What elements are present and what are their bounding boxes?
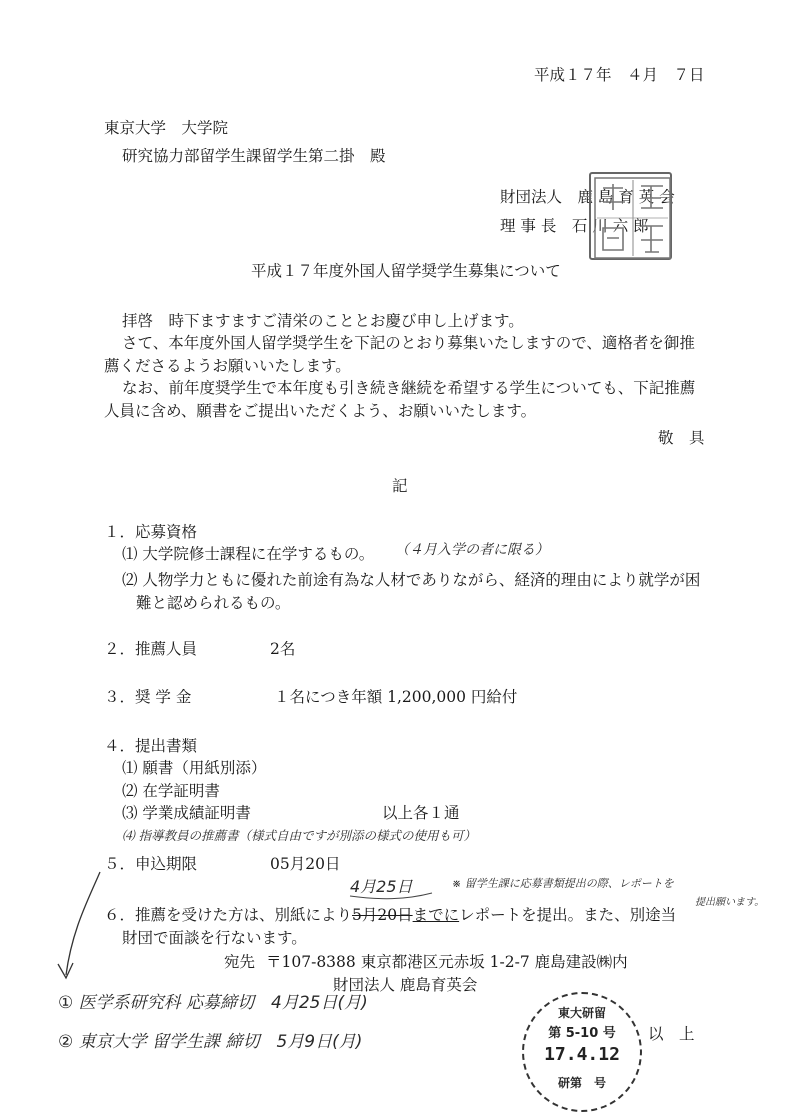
- sender-chairman: 理 事 長 石 川 六 郎: [500, 217, 649, 235]
- renewal-paragraph-line2: 人員に含め、願書をご提出いただくよう、お願いいたします。: [104, 402, 537, 420]
- receipt-stamp: [522, 992, 642, 1112]
- section-6-until: までに: [412, 906, 460, 924]
- section-5-title: ５．申込期限: [104, 855, 198, 873]
- address-label: 宛先: [224, 953, 256, 971]
- sender-organization: 財団法人 鹿 島 育 英 会: [500, 188, 675, 206]
- greeting-paragraph: 拝啓 時下ますますご清栄のこととお慶び申し上げます。: [122, 312, 524, 330]
- address-line2: 財団法人 鹿島育英会: [333, 976, 478, 994]
- section-6-handwritten-date: 4月25日: [350, 877, 413, 896]
- section-1-handwritten-note: （４月入学の者に限る）: [395, 542, 549, 558]
- section-4-item-1: ⑴ 願書（用紙別添）: [122, 759, 267, 777]
- section-6-line2: 財団で面談を行ないます。: [122, 929, 307, 947]
- address-line1: 〒107-8388 東京都港区元赤坂 1-2-7 鹿島建設㈱内: [266, 953, 628, 971]
- section-2-value: 2名: [270, 640, 296, 658]
- section-6-struck-date: 5月20日: [352, 906, 413, 924]
- ki-heading: 記: [392, 477, 408, 495]
- section-5-value: 05月20日: [270, 855, 341, 873]
- request-paragraph-line1: さて、本年度外国人留学奨学生を下記のとおり募集いたしますので、適格者を御推: [122, 334, 695, 352]
- stamp-bottom-text: 研第 号: [557, 1076, 606, 1090]
- section-4-item-3-right: 以上各１通: [382, 804, 460, 822]
- section-4-handwritten-item-4: ⑷ 指導教員の推薦書（様式自由ですが別添の様式の使用も可）: [122, 828, 476, 843]
- document-date: 平成１７年 ４月 ７日: [534, 66, 705, 84]
- handwritten-deadline-2: ② 東京大学 留学生課 締切 5月9日(月): [58, 1032, 363, 1052]
- section-3-value: １名につき年額 1,200,000 円給付: [274, 688, 518, 706]
- section-1-title: １．応募資格: [104, 523, 198, 541]
- section-4-title: ４．提出書類: [104, 737, 198, 755]
- section-1-item-2-line2: 難と認められるもの。: [136, 594, 291, 612]
- request-paragraph-line2: 薦くださるようお願いいたします。: [104, 357, 351, 375]
- section-2-title: ２．推薦人員: [104, 640, 198, 658]
- handwritten-deadline-1: ① 医学系研究科 応募締切 4月25日(月): [58, 993, 368, 1013]
- stamp-date: 17.4.12: [544, 1044, 620, 1065]
- section-6-text-a: ６．推薦を受けた方は、別紙により: [104, 906, 353, 924]
- closing-keigu: 敬 具: [658, 429, 705, 447]
- addressee-university: 東京大学 大学院: [104, 119, 229, 137]
- section-6-text-b: レポートを提出。また、別途当: [459, 906, 677, 924]
- section-4-item-2: ⑵ 在学証明書: [122, 782, 220, 800]
- section-3-title: ３．奨 学 金: [104, 688, 192, 706]
- stamp-top-text: 東大研留: [557, 1006, 606, 1020]
- renewal-paragraph-line1: なお、前年度奨学生で本年度も引き続き継続を希望する学生についても、下記推薦: [122, 379, 696, 397]
- stamp-number: 第 5-10 号: [548, 1026, 616, 1041]
- addressee-department: 研究協力部留学生課留学生第二掛 殿: [122, 147, 386, 165]
- section-1-item-2-line1: ⑵ 人物学力ともに優れた前途有為な人材でありながら、経済的理由により就学が困: [122, 571, 701, 589]
- section-6-handwritten-note-2: 提出願います。: [695, 897, 765, 908]
- section-1-item-1: ⑴ 大学院修士課程に在学するもの。: [122, 545, 375, 563]
- subject-title: 平成１７年度外国人留学奨学生募集について: [251, 262, 561, 280]
- ijo-closing: 以 上: [648, 1025, 695, 1043]
- section-4-item-3: ⑶ 学業成績証明書: [122, 804, 251, 822]
- section-6-handwritten-note: ※ 留学生課に応募書類提出の際、レポートを: [452, 877, 674, 890]
